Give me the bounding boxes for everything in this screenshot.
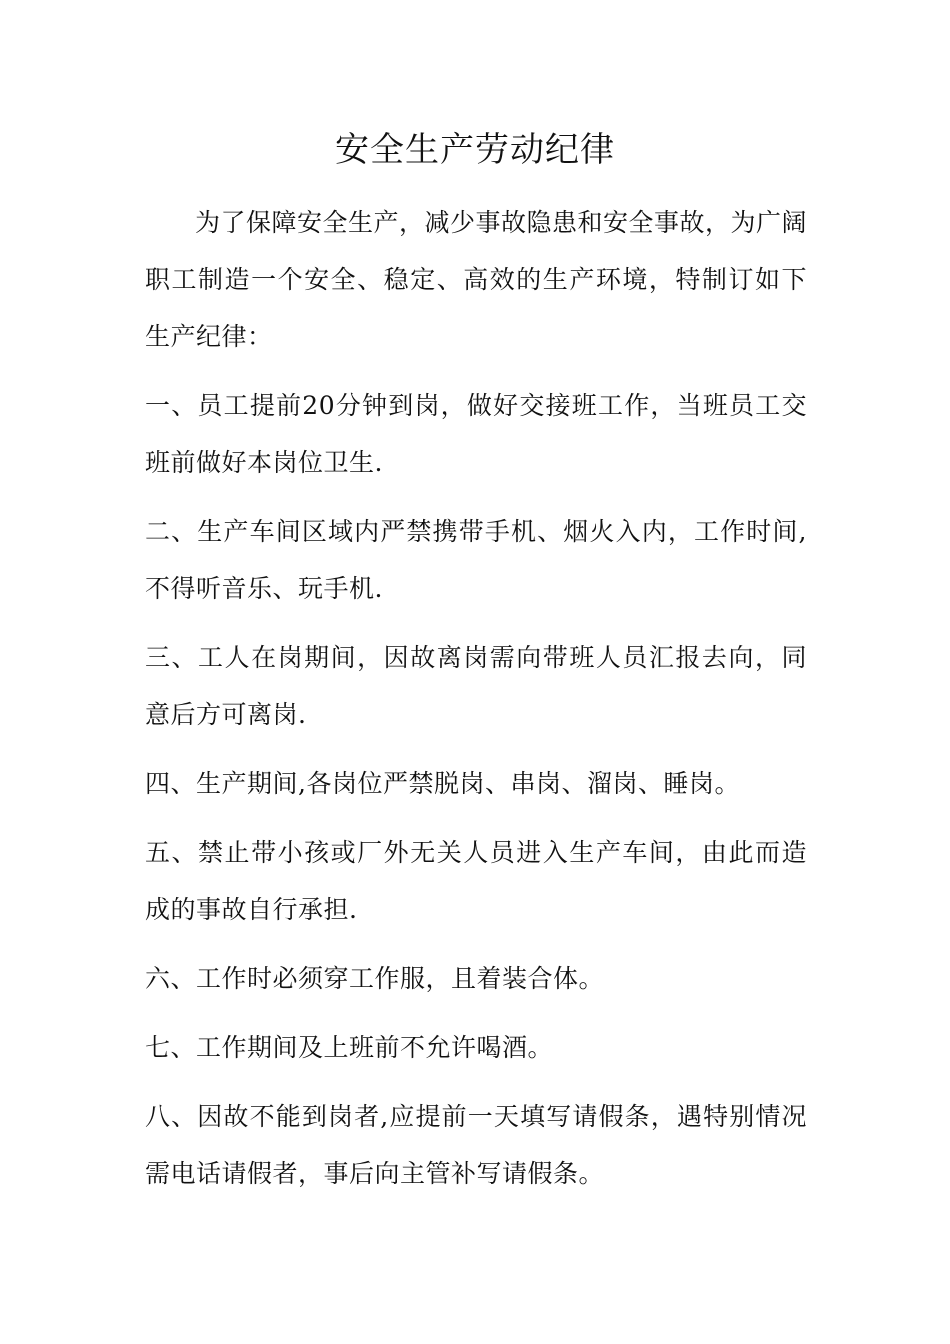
- rule-item-1: 一、员工提前20分钟到岗，做好交接班工作，当班员工交班前做好本岗位卫生.: [145, 391, 807, 477]
- rule-item-7: 七、工作期间及上班前不允许喝酒。: [145, 1033, 554, 1062]
- rule-item-5: 五、禁止带小孩或厂外无关人员进入生产车间，由此而造成的事故自行承担.: [145, 838, 807, 924]
- rule-item-2: 二、生产车间区域内严禁携带手机、烟火入内，工作时间,不得听音乐、玩手机.: [145, 517, 807, 603]
- rule-item-4: 四、生产期间,各岗位严禁脱岗、串岗、溜岗、睡岗。: [145, 769, 740, 798]
- rule-item-8: 八、因故不能到岗者,应提前一天填写请假条，遇特别情况需电话请假者，事后向主管补写请假条。: [145, 1102, 807, 1188]
- rule-item-3: 三、工人在岗期间，因故离岗需向带班人员汇报去向，同意后方可离岗.: [145, 643, 807, 729]
- document-title: 安全生产劳动纪律: [335, 130, 615, 170]
- intro-paragraph: 为了保障安全生产，减少事故隐患和安全事故，为广阔职工制造一个安全、稳定、高效的生产环境，特制订如下生产纪律：: [145, 208, 808, 351]
- document-body: [145, 194, 807, 1214]
- rule-item-6: 六、工作时必须穿工作服，且着装合体。: [145, 964, 605, 993]
